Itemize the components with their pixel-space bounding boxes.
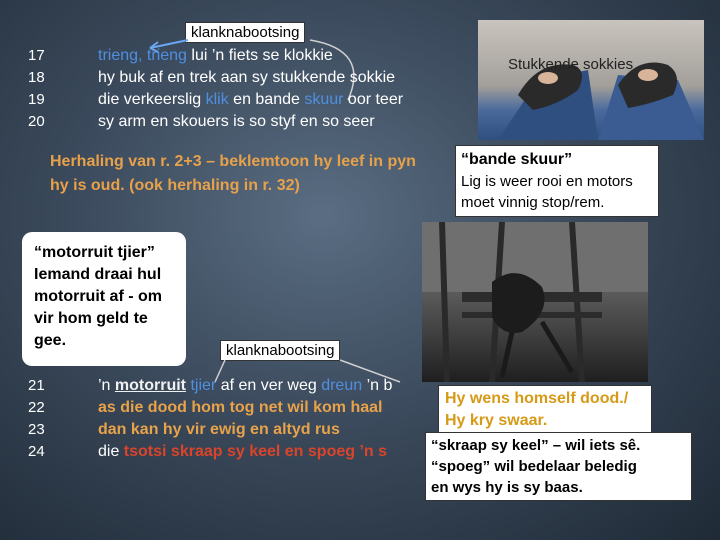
bande-skuur-box — [455, 145, 659, 217]
skraap-line-1: “skraap sy keel” – wil iets sê. — [431, 437, 641, 454]
poem-line-18: hy buk af en trek aan sy stukkende sokkie — [98, 69, 396, 86]
line-number: 22 — [28, 399, 45, 416]
wens-line-2: Hy kry swaar. — [445, 412, 548, 429]
klanknabootsing-label-top: klanknabootsing — [185, 22, 305, 43]
line-number: 21 — [28, 377, 45, 394]
line-number: 17 — [28, 47, 45, 64]
herhaling-line-1: Herhaling van r. 2+3 – beklemtoon hy leef in pyn — [50, 153, 416, 170]
socks-illustration-icon — [478, 20, 704, 140]
poem-line-19: die verkeerslig klik en bande skuur oor teer — [98, 91, 404, 108]
skraap-line-2: “spoeg” wil bedelaar beledig — [431, 458, 637, 475]
herhaling-note — [50, 150, 416, 198]
stanza1-numbers — [28, 45, 45, 133]
skraap-line-3: en wys hy is sy baas. — [431, 479, 583, 496]
wens-box — [438, 385, 652, 435]
poem-line-24: die tsotsi skraap sy keel en spoeg ’n s — [98, 443, 388, 460]
line-number: 19 — [28, 91, 45, 108]
poem-line-23: dan kan hy vir ewig en altyd rus — [98, 421, 340, 438]
poem-line-22: as die dood hom tog net wil kom haal — [98, 399, 383, 416]
socks-photo — [478, 20, 704, 140]
line-number: 24 — [28, 443, 45, 460]
wens-line-1: Hy wens homself dood./ — [445, 390, 629, 407]
bande-skuur-text: Lig is weer rooi en motors moet vinnig stop/rem. — [461, 173, 633, 211]
stanza2-lines — [98, 375, 392, 463]
poem-line-20: sy arm en skouers is so styf en so seer — [98, 113, 375, 130]
klanknabootsing-label-mid: klanknabootsing — [220, 340, 340, 361]
beggar-photo — [422, 222, 648, 382]
line-number: 23 — [28, 421, 45, 438]
skraap-box — [425, 432, 692, 501]
poem-line-21: ’n motorruit tjier af en ver weg dreun ’n b — [98, 377, 393, 394]
motorruit-text: “motorruit tjier” Iemand draai hul motorruit af - om vir hom geld te gee. — [34, 244, 162, 349]
beggar-illustration-icon — [422, 222, 648, 382]
stukkende-sokkies-label: Stukkende sokkies — [508, 56, 634, 73]
motorruit-box — [22, 232, 186, 366]
line-number: 18 — [28, 69, 45, 86]
line-number: 20 — [28, 113, 45, 130]
stanza2-numbers — [28, 375, 45, 463]
stanza1-lines — [98, 45, 403, 133]
poem-line-17: trieng, trieng lui ’n fiets se klokkie — [98, 47, 333, 64]
herhaling-line-2: hy is oud. (ook herhaling in r. 32) — [50, 177, 300, 194]
bande-skuur-title: “bande skuur” — [461, 151, 573, 168]
